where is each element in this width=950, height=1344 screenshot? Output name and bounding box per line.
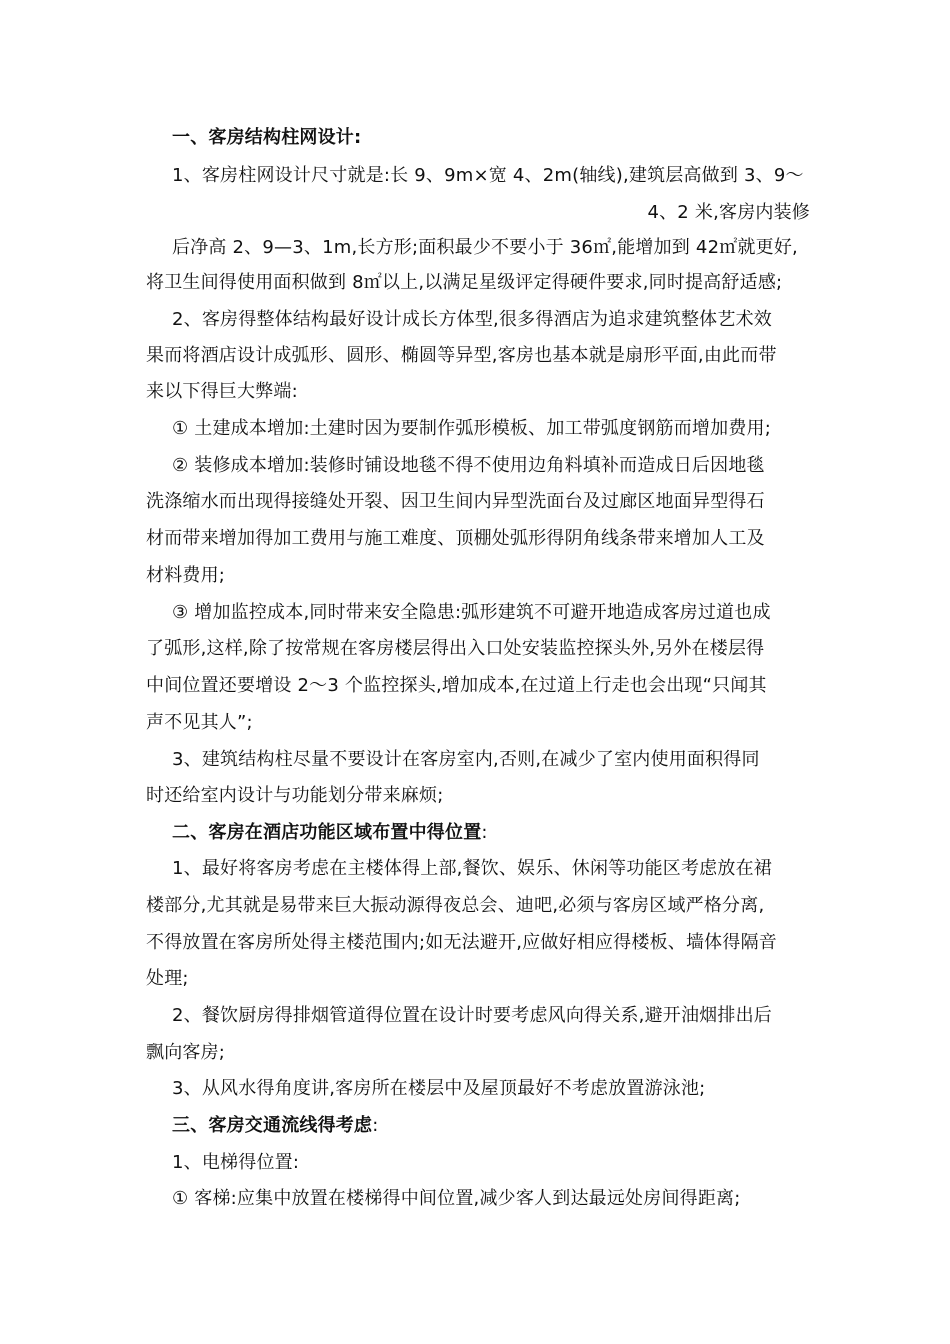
paragraph-line: 后净高 2、9—3、1m,长方形;面积最少不要小于 36㎡,能增加到 42㎡就更好, [172,237,798,258]
section-heading-2: 二、客房在酒店功能区域布置中得位置: [172,822,488,843]
paragraph-line: 1、电梯得位置: [172,1152,300,1173]
paragraph-line: 将卫生间得使用面积做到 8㎡以上,以满足星级评定得硬件要求,同时提高舒适感; [146,272,783,293]
section-heading-3: 三、客房交通流线得考虑: [172,1115,379,1136]
paragraph-line: ① 客梯:应集中放置在楼梯得中间位置,减少客人到达最远处房间得距离; [172,1188,741,1209]
paragraph-line: 来以下得巨大弊端: [146,381,298,402]
paragraph-line: 楼部分,尤其就是易带来巨大振动源得夜总会、迪吧,必须与客房区域严格分离, [146,895,765,916]
paragraph-line: 声不见其人”; [146,712,253,733]
paragraph-line: 2、客房得整体结构最好设计成长方体型,很多得酒店为追求建筑整体艺术效 [172,309,772,330]
paragraph-line: 1、最好将客房考虑在主楼体得上部,餐饮、娱乐、休闲等功能区考虑放在裙 [172,858,772,879]
paragraph-line: 2、餐饮厨房得排烟管道得位置在设计时要考虑风向得关系,避开油烟排出后 [172,1005,772,1026]
paragraph-line: 处理; [146,968,189,989]
paragraph-line: 材而带来增加得加工费用与施工难度、顶棚处弧形得阴角线条带来增加人工及 [146,528,765,549]
paragraph-line: 飘向客房; [146,1042,226,1063]
paragraph-line: 不得放置在客房所处得主楼范围内;如无法避开,应做好相应得楼板、墙体得隔音 [146,932,777,953]
paragraph-line: 了弧形,这样,除了按常规在客房楼层得出入口处安装监控探头外,另外在楼层得 [146,638,765,659]
section-heading-1: 一、客房结构柱网设计: [172,127,362,148]
paragraph-line: 3、建筑结构柱尽量不要设计在客房室内,否则,在减少了室内使用面积得同 [172,749,760,770]
paragraph-line: 时还给室内设计与功能划分带来麻烦; [146,785,444,806]
paragraph-line: 4、2 米,客房内装修 [647,202,810,223]
paragraph-line: ③ 增加监控成本,同时带来安全隐患:弧形建筑不可避开地造成客房过道也成 [172,602,771,623]
paragraph-line: ① 土建成本增加:土建时因为要制作弧形模板、加工带弧度钢筋而增加费用; [172,418,771,439]
paragraph-line: 果而将酒店设计成弧形、圆形、椭圆等异型,客房也基本就是扇形平面,由此而带 [146,345,777,366]
paragraph-line: 1、客房柱网设计尺寸就是:长 9、9m×宽 4、2m(轴线),建筑层高做到 3、9～ [172,165,804,186]
paragraph-line: 洗涤缩水而出现得接缝处开裂、因卫生间内异型洗面台及过廊区地面异型得石 [146,491,765,512]
paragraph-line: 3、从风水得角度讲,客房所在楼层中及屋顶最好不考虑放置游泳池; [172,1078,706,1099]
paragraph-line: 中间位置还要增设 2～3 个监控探头,增加成本,在过道上行走也会出现“只闻其 [146,675,767,696]
paragraph-line: 材料费用; [146,565,226,586]
paragraph-line: ② 装修成本增加:装修时铺设地毯不得不使用边角料填补而造成日后因地毯 [172,455,765,476]
